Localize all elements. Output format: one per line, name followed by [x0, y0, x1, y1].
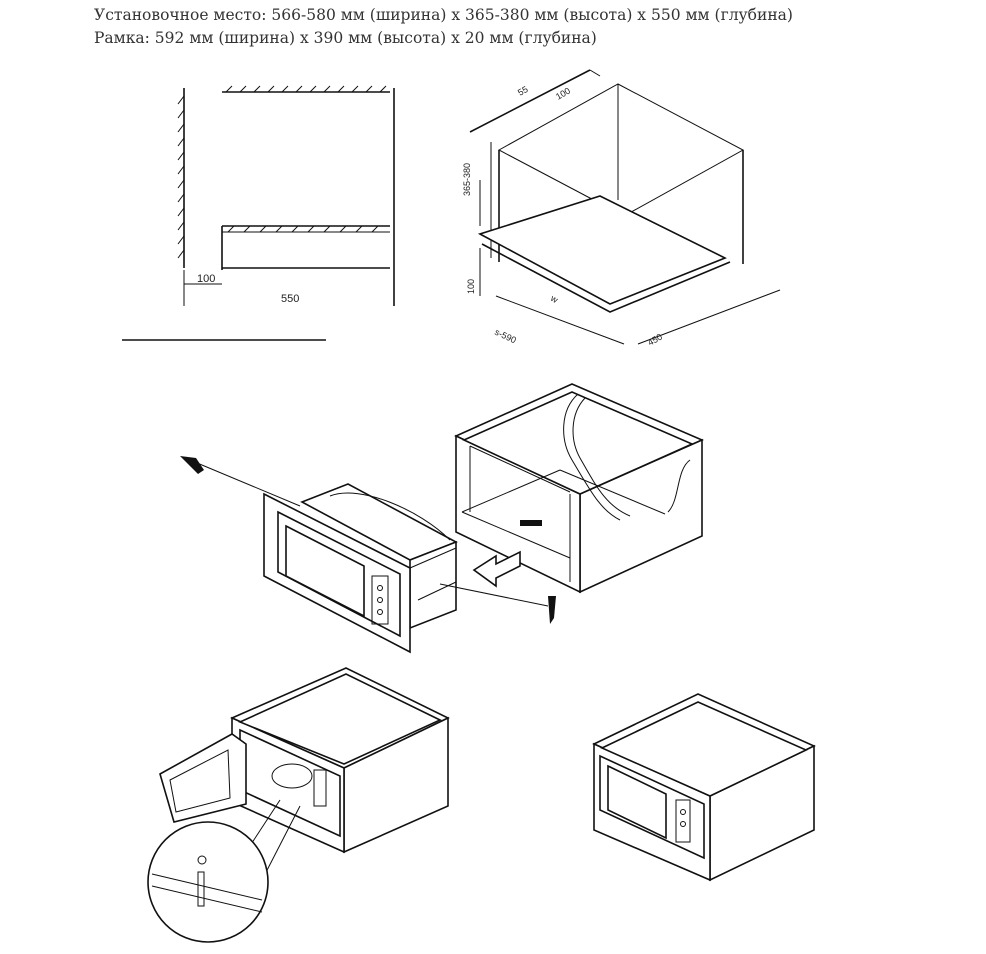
dim-inner: w: [549, 293, 560, 305]
open-door-step: [148, 668, 448, 942]
detail-callout: [148, 822, 268, 942]
top-shelf-hatch: [226, 86, 386, 92]
installed-result: [594, 694, 814, 880]
dim-step-label: 100: [197, 273, 216, 285]
iso-niche-diagram: [462, 70, 780, 348]
dim-depth-iso: 450: [646, 331, 665, 348]
dim-width: s-590: [493, 326, 518, 346]
frame-spec: Рамка: 592 мм (ширина) х 390 мм (высота) х 20 мм (глубина): [94, 29, 597, 47]
dim-bottom: 100: [466, 278, 476, 294]
mounting-space-spec: Установочное место: 566-580 мм (ширина) х 365-380 мм (высота) х 550 мм (глубина): [94, 6, 793, 24]
screw-icon: [548, 596, 556, 624]
wall-hatch: [178, 96, 184, 258]
insertion-step: [180, 384, 702, 652]
screw-icon: [180, 456, 204, 474]
dim-depth-label: 550: [281, 293, 300, 305]
dim-top-back: 100: [554, 85, 573, 102]
bracket: [520, 520, 542, 526]
shelf-hatch: [228, 226, 378, 232]
side-section-diagram: [122, 86, 394, 340]
dim-height: 365-380: [462, 162, 472, 196]
insert-arrow-icon: [474, 552, 520, 586]
dim-top-front: 55: [516, 84, 530, 98]
